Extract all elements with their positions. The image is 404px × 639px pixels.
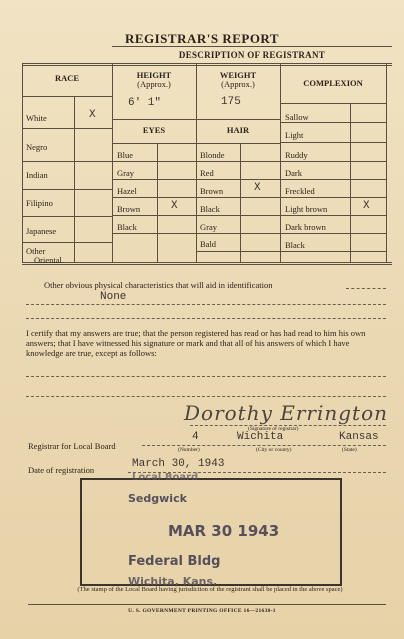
race-indian: Indian	[26, 170, 48, 180]
complexion-ruddy: Ruddy	[285, 150, 308, 160]
hair-gray: Gray	[200, 222, 217, 232]
race-white-mark: X	[89, 109, 96, 121]
race-negro: Negro	[26, 142, 48, 152]
race-other: Other	[26, 246, 46, 256]
board-city: Wichita	[237, 431, 284, 443]
local-board-stamp-box	[80, 472, 342, 588]
state-caption: (State)	[342, 447, 357, 453]
registration-date: March 30, 1943	[132, 458, 225, 470]
form-subtitle: DESCRIPTION OF REGISTRANT	[178, 50, 326, 60]
weight-header: WEIGHT	[219, 70, 257, 80]
race-header: RACE	[54, 73, 80, 83]
stamp-caption: (The stamp of the Local Board having jurisdiction of the registrant shall be placed in the above space)	[77, 586, 343, 593]
hair-brown-mark: X	[254, 182, 261, 194]
registrar-signature: Dorothy Errington	[184, 401, 389, 425]
eyes-black: Black	[117, 222, 137, 232]
stamp-date: MAR 30 1943	[168, 522, 280, 540]
eyes-gray: Gray	[117, 168, 134, 178]
certification-text: I certify that my answers are true; that the person registered has read or has had read to him his own answers; that I have witnessed his signature or mark and that all of his answers of which I have knowledge are true, except as follows:	[26, 328, 366, 358]
other-characteristics-value: None	[100, 291, 127, 303]
stamp-wichita: Wichita, Kans.	[128, 575, 218, 588]
hair-bald: Bald	[200, 239, 217, 249]
signature-caption: (Signature of registrar)	[248, 426, 299, 432]
stamp-federal-bldg: Federal Bldg	[128, 554, 221, 569]
complexion-black: Black	[285, 240, 305, 250]
complexion-dark: Dark	[285, 168, 302, 178]
race-oriental: Oriental	[34, 255, 62, 265]
title-rule	[112, 46, 392, 47]
hair-brown: Brown	[200, 186, 224, 196]
race-filipino: Filipino	[26, 198, 53, 208]
eyes-blue: Blue	[117, 150, 134, 160]
complexion-sallow: Sallow	[285, 112, 309, 122]
registrar-label: Registrar for Local Board	[28, 441, 116, 451]
hair-red: Red	[200, 168, 214, 178]
board-state: Kansas	[339, 431, 379, 443]
weight-approx-label: (Approx.)	[221, 79, 255, 89]
eyes-brown: Brown	[117, 204, 141, 214]
complexion-header: COMPLEXION	[303, 78, 363, 88]
stamp-sedgwick: Sedgwick	[128, 492, 187, 505]
number-caption: (Number)	[178, 447, 200, 453]
hair-black: Black	[200, 204, 220, 214]
other-characteristics-label: Other obvious physical characteristics that will aid in identification	[44, 280, 273, 290]
eyes-brown-mark: X	[171, 200, 178, 212]
hair-blonde: Blonde	[200, 150, 225, 160]
hair-header: HAIR	[226, 125, 250, 135]
eyes-hazel: Hazel	[117, 186, 137, 196]
height-approx-label: (Approx.)	[137, 79, 171, 89]
weight-value: 175	[221, 96, 241, 108]
complexion-light-brown-mark: X	[363, 200, 370, 212]
registration-date-label: Date of registration	[28, 465, 95, 475]
complexion-light: Light	[285, 130, 304, 140]
race-white: White	[26, 113, 47, 123]
race-japanese: Japanese	[26, 226, 57, 236]
height-value: 6' 1"	[128, 97, 162, 109]
city-caption: (City or county)	[256, 447, 292, 453]
complexion-dark-brown: Dark brown	[285, 222, 326, 232]
form-title: REGISTRAR'S REPORT	[124, 31, 280, 46]
complexion-freckled: Freckled	[285, 186, 315, 196]
printing-office-footer: U. S. GOVERNMENT PRINTING OFFICE 16—21630-1	[128, 608, 276, 614]
complexion-light-brown: Light brown	[285, 204, 328, 214]
eyes-header: EYES	[142, 125, 166, 135]
height-header: HEIGHT	[136, 70, 172, 80]
stamp-local-board: Local Board	[132, 472, 199, 483]
board-number: 4	[192, 431, 199, 443]
